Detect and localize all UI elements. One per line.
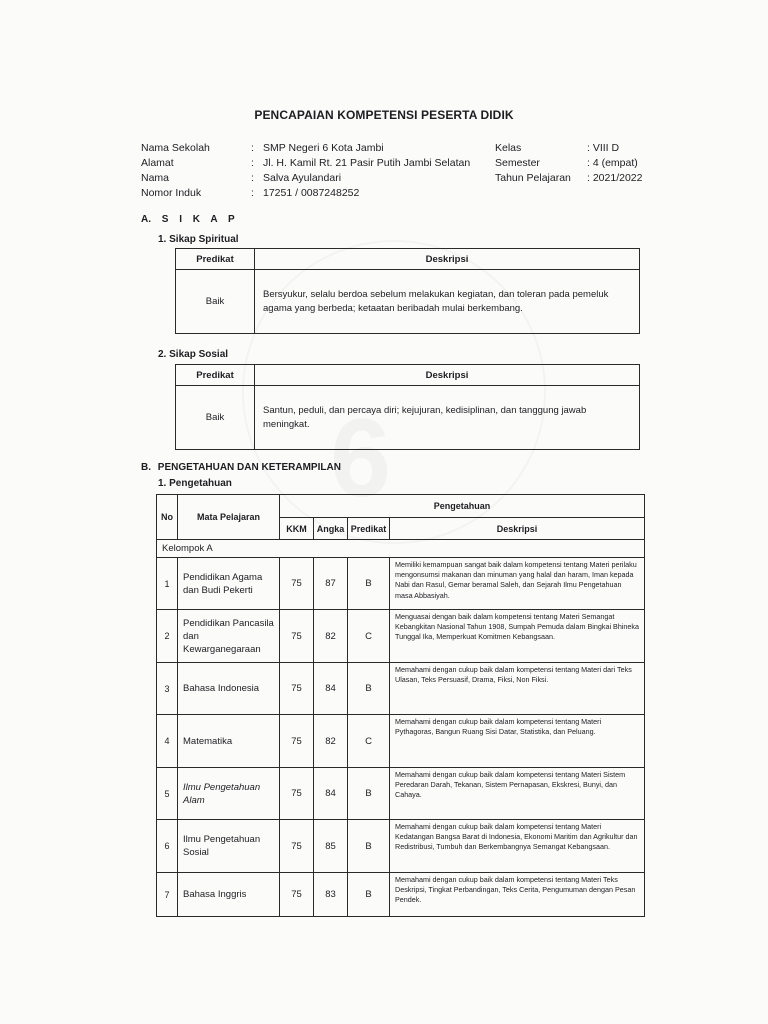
sosial-heading: 2. Sikap Sosial bbox=[158, 349, 229, 360]
row-mapel: Pendidikan Pancasila dan Kewarganegaraan bbox=[178, 610, 280, 663]
row-angka: 83 bbox=[314, 873, 348, 917]
pengetahuan-table bbox=[156, 494, 645, 917]
identity-colon: : bbox=[251, 187, 254, 199]
identity-label: Alamat bbox=[141, 157, 174, 169]
row-predikat: B bbox=[348, 873, 390, 917]
identity-value: Jl. H. Kamil Rt. 21 Pasir Putih Jambi Selatan bbox=[263, 157, 471, 169]
table-row bbox=[157, 873, 645, 917]
identity-row bbox=[495, 171, 642, 186]
column-header-pengetahuan: Pengetahuan bbox=[280, 495, 645, 518]
table-row bbox=[157, 820, 645, 873]
row-mapel: Ilmu Pengetahuan Sosial bbox=[178, 820, 280, 873]
page-title: PENCAPAIAN KOMPETENSI PESERTA DIDIK bbox=[254, 108, 514, 122]
section-letter: B. bbox=[141, 462, 151, 473]
column-header-deskripsi: Deskripsi bbox=[390, 518, 645, 540]
section-title: S I K A P bbox=[161, 214, 239, 225]
identity-colon: : bbox=[251, 157, 254, 169]
row-predikat: C bbox=[348, 610, 390, 663]
row-mapel: Bahasa Indonesia bbox=[178, 663, 280, 715]
sosial-table bbox=[175, 364, 640, 450]
identity-label: Nama Sekolah bbox=[141, 142, 210, 154]
identity-value: 17251 / 0087248252 bbox=[263, 187, 360, 199]
row-predikat: B bbox=[348, 820, 390, 873]
identity-value: : 4 (empat) bbox=[587, 157, 638, 169]
row-deskripsi: Memahami dengan cukup baik dalam kompetensi tentang Materi Teks Deskripsi, Tingkat Perbandingan, Teks Cerita, Pengumuman dengan Pesan Pendek. bbox=[390, 873, 645, 917]
row-angka: 84 bbox=[314, 663, 348, 715]
column-header-no: No bbox=[157, 495, 178, 540]
column-header-deskripsi: Deskripsi bbox=[255, 365, 640, 386]
row-predikat: B bbox=[348, 558, 390, 610]
row-predikat: B bbox=[348, 663, 390, 715]
table-row bbox=[157, 610, 645, 663]
row-angka: 82 bbox=[314, 610, 348, 663]
predikat-cell: Baik bbox=[176, 270, 255, 334]
row-angka: 82 bbox=[314, 715, 348, 768]
deskripsi-cell: Santun, peduli, dan percaya diri; kejujuran, kedisiplinan, dan tanggung jawab meningkat. bbox=[255, 386, 640, 450]
row-mapel: Pendidikan Agama dan Budi Pekerti bbox=[178, 558, 280, 610]
row-kkm: 75 bbox=[280, 873, 314, 917]
row-mapel: Ilmu Pengetahuan Alam bbox=[178, 768, 280, 820]
column-header-kkm: KKM bbox=[280, 518, 314, 540]
spiritual-table bbox=[175, 248, 640, 334]
row-predikat: C bbox=[348, 715, 390, 768]
pengetahuan-heading: 1. Pengetahuan bbox=[158, 478, 232, 489]
row-kkm: 75 bbox=[280, 820, 314, 873]
row-mapel: Matematika bbox=[178, 715, 280, 768]
row-kkm: 75 bbox=[280, 663, 314, 715]
row-kkm: 75 bbox=[280, 715, 314, 768]
row-deskripsi: Memahami dengan cukup baik dalam kompetensi tentang Materi Sistem Peredaran Darah, Tekanan, Sistem Pernapasan, Ekskresi, Bunyi, dan Cahaya. bbox=[390, 768, 645, 820]
identity-label: Tahun Pelajaran bbox=[495, 172, 571, 184]
row-deskripsi: Memahami dengan cukup baik dalam kompetensi tentang Materi dari Teks Ulasan, Teks Persuasif, Drama, Fiksi, Non Fiksi. bbox=[390, 663, 645, 715]
row-predikat: B bbox=[348, 768, 390, 820]
identity-label: Nomor Induk bbox=[141, 187, 202, 199]
row-angka: 87 bbox=[314, 558, 348, 610]
column-header-predikat: Predikat bbox=[176, 365, 255, 386]
identity-left bbox=[141, 141, 470, 201]
row-deskripsi: Menguasai dengan baik dalam kompetensi tentang Materi Semangat Kebangkitan Nasional Tahun 1908, Sumpah Pemuda dalam Bingkai Bhineka Tunggal Ika, Memperkuat Komitmen Kebangsaan. bbox=[390, 610, 645, 663]
identity-colon: : bbox=[251, 142, 254, 154]
column-header-deskripsi: Deskripsi bbox=[255, 249, 640, 270]
row-angka: 84 bbox=[314, 768, 348, 820]
row-no: 7 bbox=[157, 873, 178, 917]
row-kkm: 75 bbox=[280, 768, 314, 820]
row-deskripsi: Memiliki kemampuan sangat baik dalam kompetensi tentang Materi perilaku mengonsumsi makanan dan minuman yang halal dan haram, Iman kepada Nabi dan Rasul, Gemar beramal Saleh, dan Sejarah Ilmu Pengetahuan masa Abbasiyah. bbox=[390, 558, 645, 610]
section-b-heading bbox=[141, 462, 341, 473]
group-label: Kelompok A bbox=[157, 540, 645, 558]
row-no: 2 bbox=[157, 610, 178, 663]
section-a-heading bbox=[141, 214, 239, 225]
table-row bbox=[157, 768, 645, 820]
column-header-predikat: Predikat bbox=[348, 518, 390, 540]
row-deskripsi: Memahami dengan cukup baik dalam kompetensi tentang Materi Kedatangan Bangsa Barat di Indonesia, Ekonomi Maritim dan Agrikultur dan Redistribusi, Tumbuh dan Berkembangnya Semangat Kebangsaan. bbox=[390, 820, 645, 873]
row-deskripsi: Memahami dengan cukup baik dalam kompetensi tentang Materi Pythagoras, Bangun Ruang Sisi Datar, Statistika, dan Peluang. bbox=[390, 715, 645, 768]
identity-label: Nama bbox=[141, 172, 170, 184]
section-title: PENGETAHUAN DAN KETERAMPILAN bbox=[157, 462, 341, 473]
row-kkm: 75 bbox=[280, 558, 314, 610]
identity-row bbox=[141, 171, 470, 186]
identity-row bbox=[141, 186, 470, 201]
deskripsi-cell: Bersyukur, selalu berdoa sebelum melakukan kegiatan, dan toleran pada pemeluk agama yang berbeda; ketaatan beribadah mulai berkembang. bbox=[255, 270, 640, 334]
row-no: 4 bbox=[157, 715, 178, 768]
row-no: 1 bbox=[157, 558, 178, 610]
identity-row bbox=[141, 141, 470, 156]
row-kkm: 75 bbox=[280, 610, 314, 663]
identity-colon: : bbox=[251, 172, 254, 184]
column-header-predikat: Predikat bbox=[176, 249, 255, 270]
identity-value: : VIII D bbox=[587, 142, 620, 154]
table-row bbox=[157, 558, 645, 610]
identity-row bbox=[141, 156, 470, 171]
column-header-mapel: Mata Pelajaran bbox=[178, 495, 280, 540]
identity-label: Semester bbox=[495, 157, 540, 169]
predikat-cell: Baik bbox=[176, 386, 255, 450]
identity-label: Kelas bbox=[495, 142, 522, 154]
identity-row bbox=[495, 156, 642, 171]
table-row bbox=[157, 715, 645, 768]
identity-value: : 2021/2022 bbox=[587, 172, 643, 184]
group-row bbox=[157, 540, 645, 558]
table-row bbox=[157, 663, 645, 715]
section-letter: A. bbox=[141, 214, 151, 225]
identity-right bbox=[495, 141, 642, 186]
row-no: 5 bbox=[157, 768, 178, 820]
spiritual-heading: 1. Sikap Spiritual bbox=[158, 234, 239, 245]
column-header-angka: Angka bbox=[314, 518, 348, 540]
identity-row bbox=[495, 141, 642, 156]
row-angka: 85 bbox=[314, 820, 348, 873]
row-no: 6 bbox=[157, 820, 178, 873]
row-no: 3 bbox=[157, 663, 178, 715]
row-mapel: Bahasa Inggris bbox=[178, 873, 280, 917]
identity-value: Salva Ayulandari bbox=[263, 172, 342, 184]
identity-value: SMP Negeri 6 Kota Jambi bbox=[263, 142, 384, 154]
